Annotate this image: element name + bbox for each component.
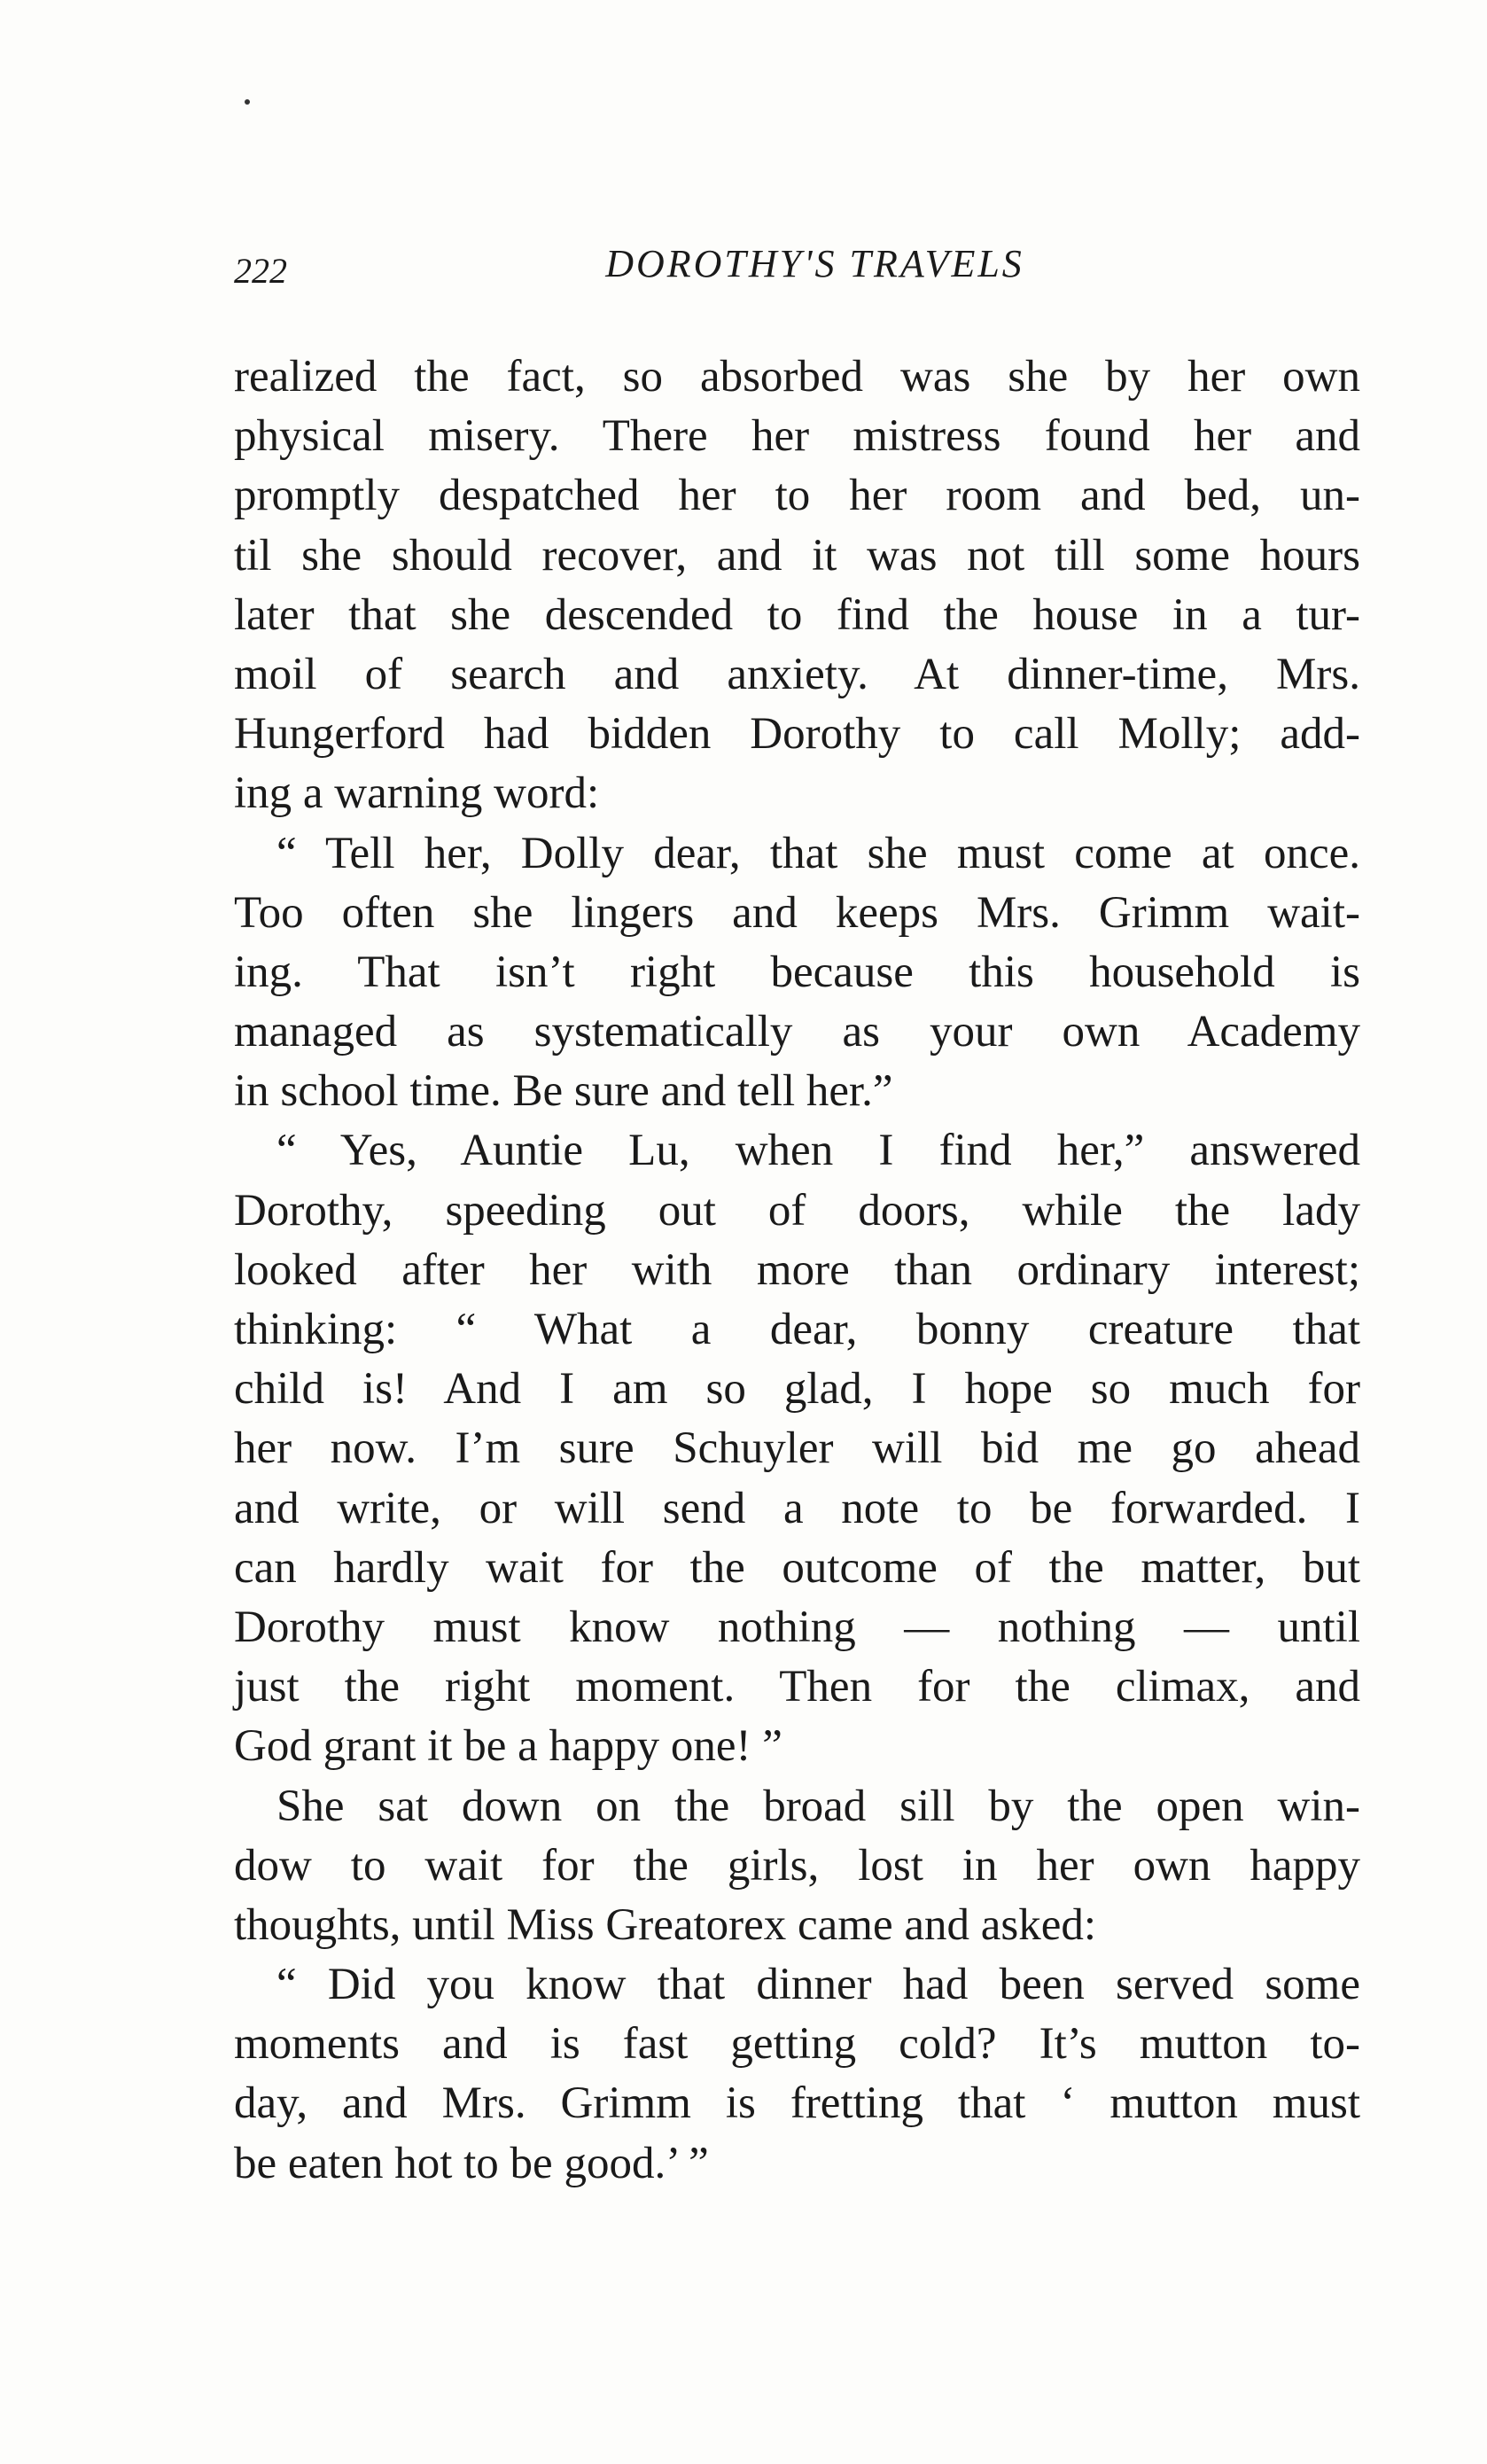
scan-speck	[245, 99, 250, 105]
text-line: Hungerford had bidden Dorothy to call Molly; add-	[234, 709, 1360, 760]
text-line: “ Tell her, Dolly dear, that she must come at once.	[276, 828, 1360, 878]
text-line: “ Did you know that dinner had been served some	[276, 1960, 1360, 2010]
text-line: “ Yes, Auntie Lu, when I find her,” answered	[276, 1126, 1360, 1176]
text-line: and write, or will send a note to be forwarded. I	[234, 1483, 1360, 1533]
text-line: be eaten hot to be good.’ ”	[234, 2138, 709, 2188]
text-line: thoughts, until Miss Greatorex came and asked:	[234, 1899, 1097, 1950]
text-line: thinking: “ What a dear, bonny creature that	[234, 1305, 1360, 1354]
text-line: managed as systematically as your own Academy	[234, 1007, 1360, 1057]
page-body	[234, 347, 1360, 2194]
text-line: day, and Mrs. Grimm is fretting that ‘ mutton must	[234, 2078, 1360, 2129]
text-line: Too often she lingers and keeps Mrs. Grimm wait-	[234, 887, 1360, 938]
page-number: 222	[234, 251, 287, 291]
text-line: physical misery. There her mistress found her and	[234, 411, 1360, 462]
text-line: can hardly wait for the outcome of the matter, but	[234, 1542, 1360, 1593]
text-line: just the right moment. Then for the climax, and	[234, 1662, 1360, 1712]
text-line: Dorothy must know nothing — nothing — until	[234, 1602, 1360, 1652]
running-title: DOROTHY'S TRAVELS	[605, 242, 1024, 285]
text-line: child is! And I am so glad, I hope so much for	[234, 1364, 1360, 1415]
text-line: til she should recover, and it was not till some hours	[234, 530, 1360, 581]
text-line: She sat down on the broad sill by the open win-	[276, 1781, 1360, 1831]
text-line: ing a warning word:	[234, 768, 600, 819]
text-line: promptly despatched her to her room and bed, un-	[234, 471, 1360, 521]
text-line: moments and is fast getting cold? It’s mutton to-	[234, 2019, 1360, 2070]
text-line: dow to wait for the girls, lost in her own happy	[234, 1840, 1360, 1891]
text-line: God grant it be a happy one! ”	[234, 1721, 782, 1772]
text-line: looked after her with more than ordinary interest;	[234, 1244, 1360, 1295]
text-line: her now. I’m sure Schuyler will bid me go ahead	[234, 1423, 1360, 1474]
text-line: ing. That isn’t right because this household is	[234, 947, 1360, 997]
page-header	[234, 241, 1360, 303]
text-line: moil of search and anxiety. At dinner-time, Mrs.	[234, 649, 1360, 699]
text-line: realized the fact, so absorbed was she by her own	[234, 352, 1360, 402]
text-line: Dorothy, speeding out of doors, while the lady	[234, 1185, 1360, 1236]
text-line: later that she descended to find the house in a tur-	[234, 589, 1360, 640]
text-line: in school time. Be sure and tell her.”	[234, 1066, 893, 1117]
